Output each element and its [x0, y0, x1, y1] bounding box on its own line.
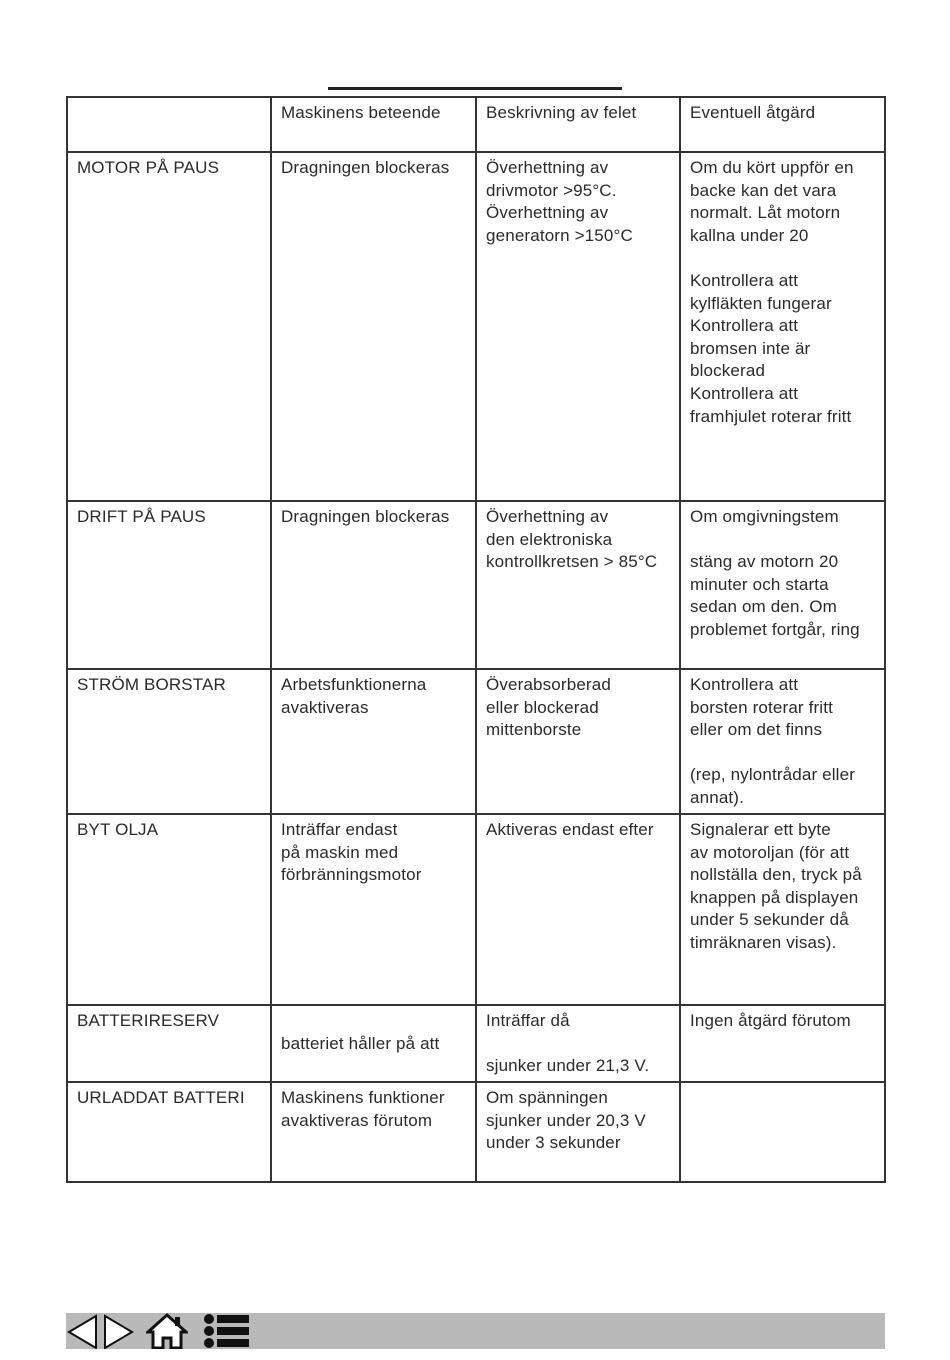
table-row — [67, 669, 885, 814]
header-cell-action: Eventuell åtgärd — [680, 97, 885, 152]
header-cell-behavior: Maskinens beteende — [271, 97, 476, 152]
fault-description: Överhettning av drivmotor >95°C. Överhettning av generatorn >150°C — [476, 152, 680, 501]
fault-code: BATTERIRESERV — [67, 1005, 271, 1082]
suggested-action: Om du kört uppför en backe kan det vara normalt. Låt motorn kallna under 20 Kontrollera att kylfläkten fungerar Kontrollera att bromsen inte är blockerad Kontrollera att framhjulet roterar fritt — [680, 152, 885, 501]
fault-table — [66, 96, 886, 1183]
previous-page-button[interactable] — [66, 1313, 100, 1349]
suggested-action: Kontrollera att borsten roterar fritt eller om det finns (rep, nylontrådar eller annat). — [680, 669, 885, 814]
table-row — [67, 1082, 885, 1182]
header-cell-blank — [67, 97, 271, 152]
header-rule — [328, 87, 622, 90]
list-icon — [202, 1313, 250, 1349]
fault-code: URLADDAT BATTERI — [67, 1082, 271, 1182]
fault-code: BYT OLJA — [67, 814, 271, 1005]
home-button[interactable] — [146, 1313, 188, 1349]
header-cell-description: Beskrivning av felet — [476, 97, 680, 152]
fault-code: MOTOR PÅ PAUS — [67, 152, 271, 501]
fault-description: Om spänningen sjunker under 20,3 V under 3 sekunder — [476, 1082, 680, 1182]
machine-behavior: Inträffar endast på maskin med förbränningsmotor — [271, 814, 476, 1005]
next-page-button[interactable] — [101, 1313, 135, 1349]
fault-code: DRIFT PÅ PAUS — [67, 501, 271, 669]
suggested-action: Ingen åtgärd förutom — [680, 1005, 885, 1082]
table-row — [67, 1005, 885, 1082]
suggested-action — [680, 1082, 885, 1182]
machine-behavior: Arbetsfunktionerna avaktiveras — [271, 669, 476, 814]
table-row — [67, 814, 885, 1005]
machine-behavior: batteriet håller på att — [271, 1005, 476, 1082]
suggested-action: Om omgivningstem stäng av motorn 20 minuter och starta sedan om den. Om problemet fortgår, ring — [680, 501, 885, 669]
home-icon — [146, 1313, 188, 1349]
fault-description: Överabsorberad eller blockerad mittenborste — [476, 669, 680, 814]
machine-behavior: Dragningen blockeras — [271, 501, 476, 669]
suggested-action: Signalerar ett byte av motoroljan (för att nollställa den, tryck på knappen på displayen under 5 sekunder då timräknaren visas). — [680, 814, 885, 1005]
footer-navigation-bar — [66, 1313, 885, 1349]
arrow-left-icon — [66, 1313, 100, 1349]
table-header-row — [67, 97, 885, 152]
contents-button[interactable] — [202, 1313, 250, 1349]
fault-description: Aktiveras endast efter — [476, 814, 680, 1005]
table-row — [67, 152, 885, 501]
fault-description: Överhettning av den elektroniska kontrollkretsen > 85°C — [476, 501, 680, 669]
fault-description: Inträffar då sjunker under 21,3 V. — [476, 1005, 680, 1082]
fault-code: STRÖM BORSTAR — [67, 669, 271, 814]
machine-behavior: Dragningen blockeras — [271, 152, 476, 501]
arrow-right-icon — [101, 1313, 135, 1349]
machine-behavior: Maskinens funktioner avaktiveras förutom — [271, 1082, 476, 1182]
table-row — [67, 501, 885, 669]
